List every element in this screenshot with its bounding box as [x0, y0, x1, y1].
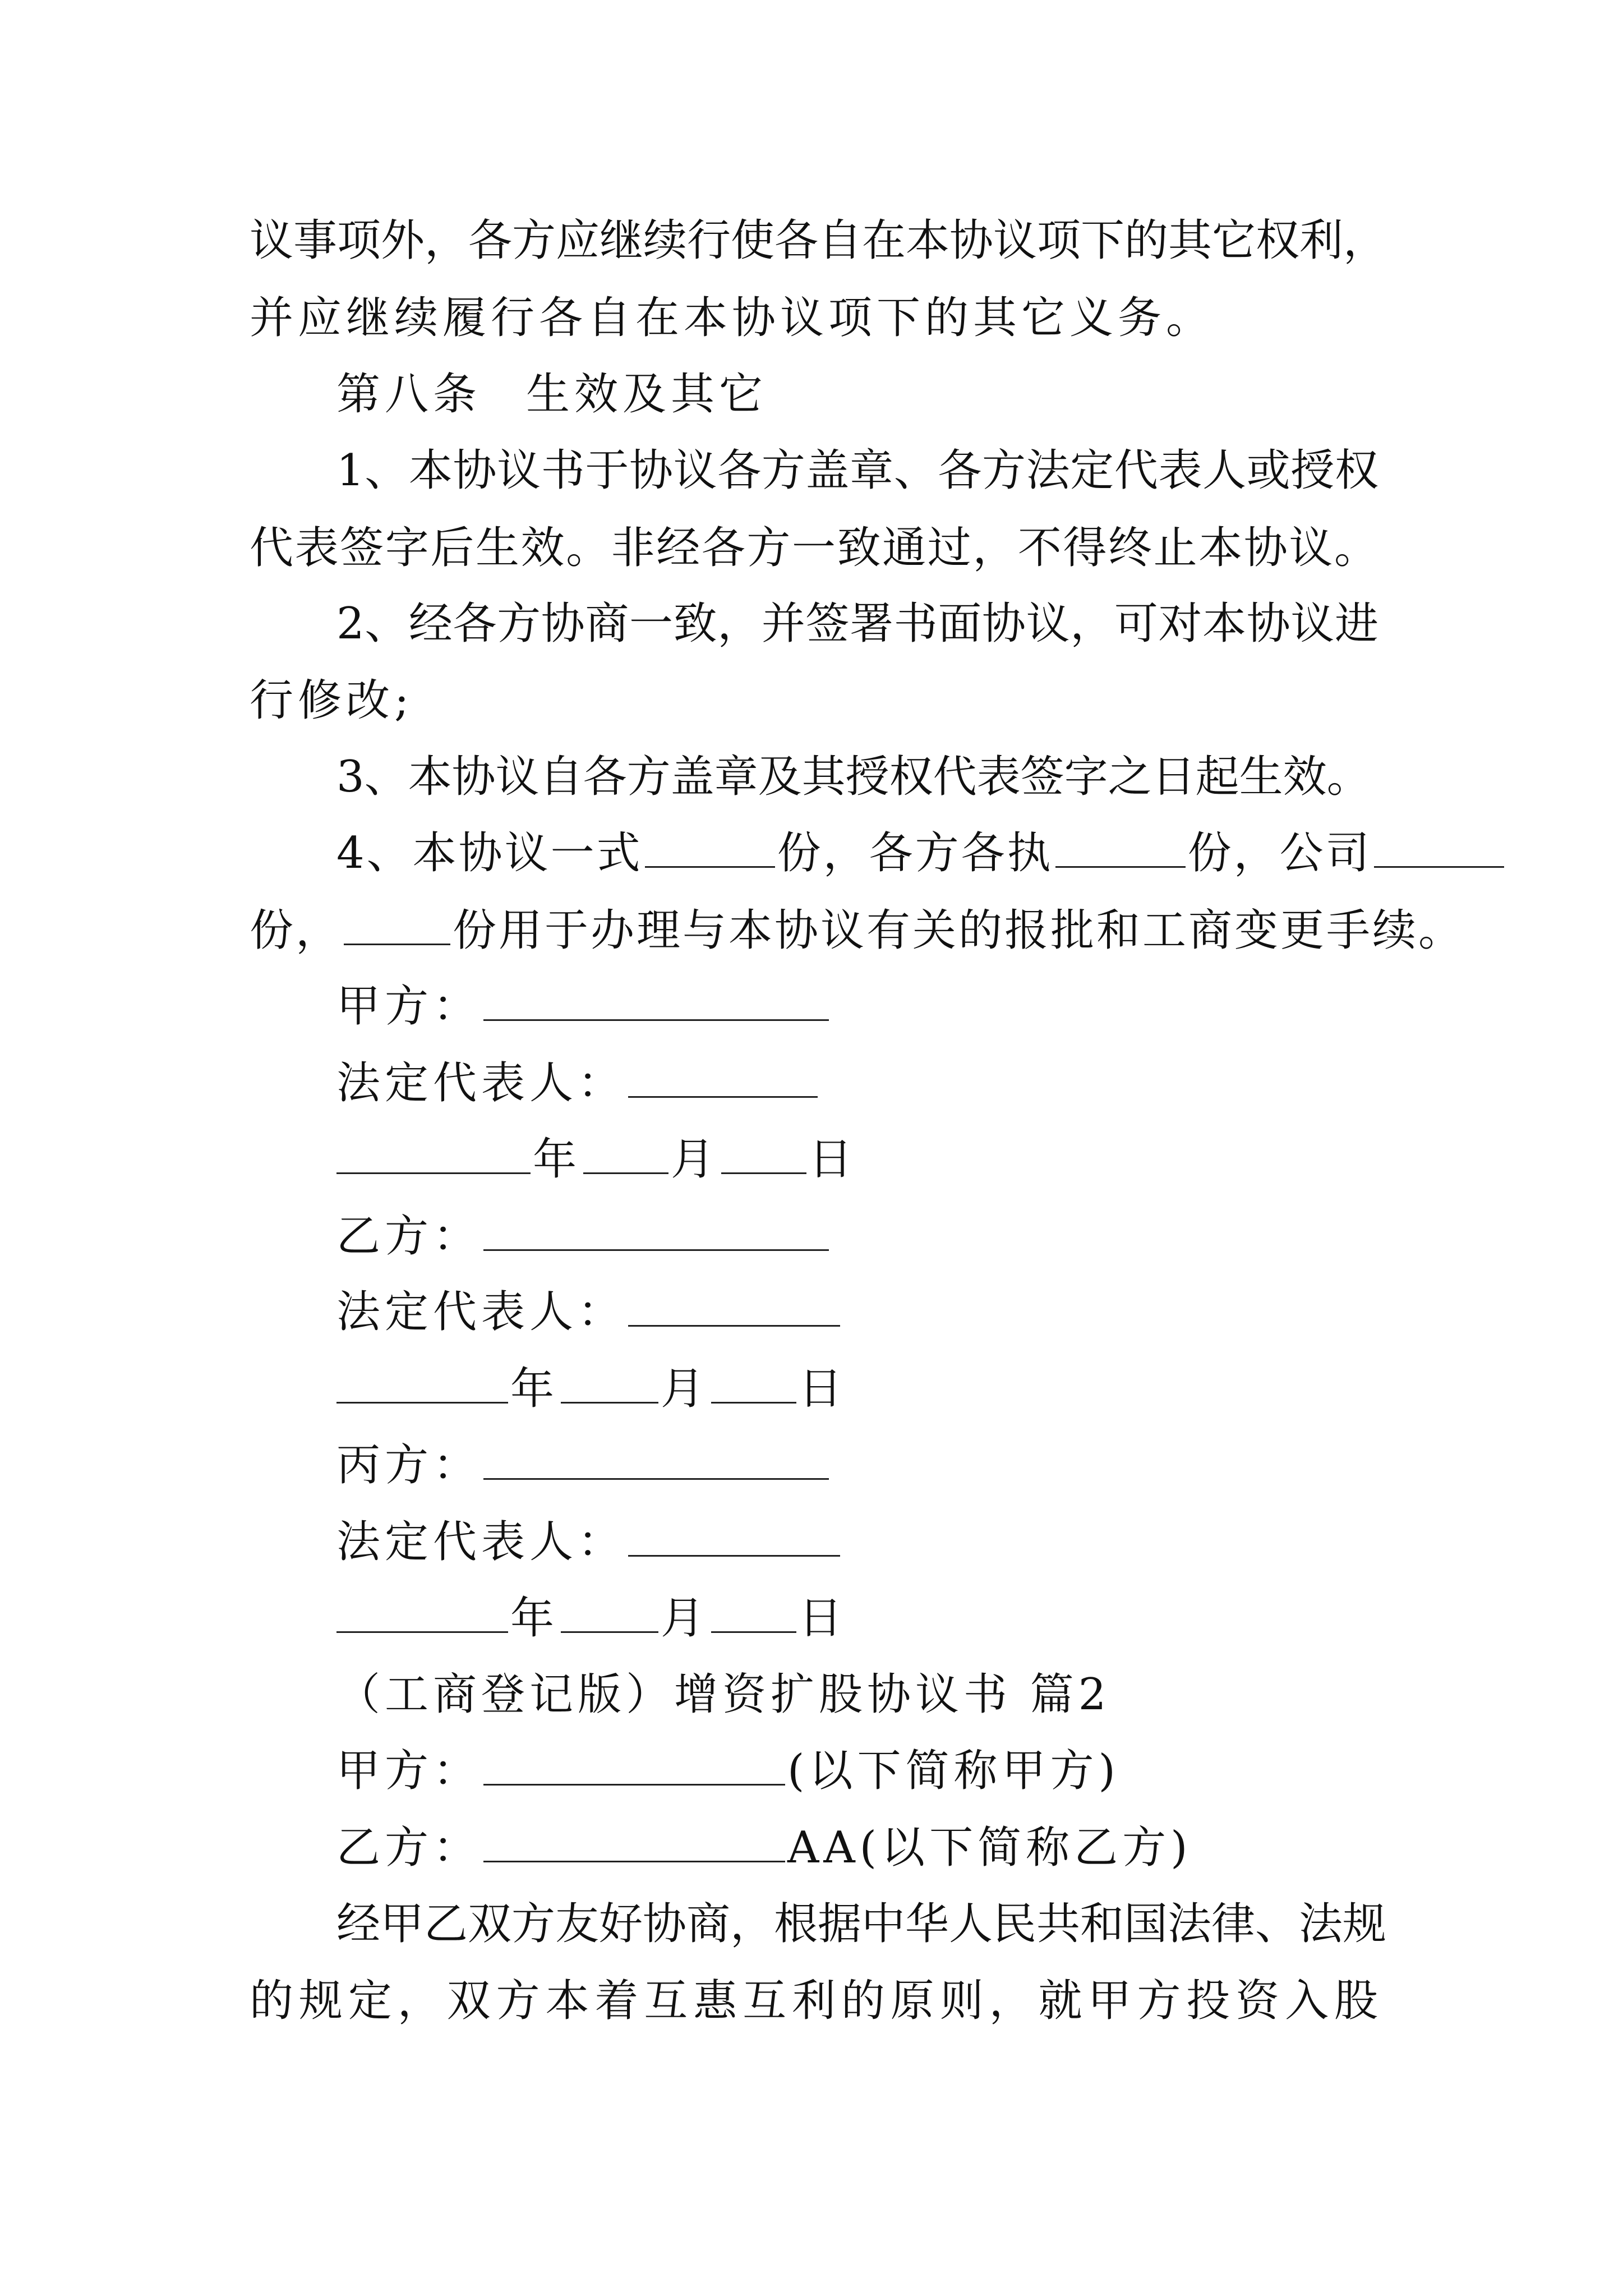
party-label: 乙方： — [336, 1823, 482, 1873]
text-span: 1、本协议书于协议各方盖章、各方法定代表人或授权 — [336, 445, 1378, 496]
party-label: 丙方： — [336, 1440, 482, 1490]
blank-line — [711, 1596, 796, 1633]
article-heading — [336, 369, 768, 420]
blank-line — [483, 984, 829, 1021]
text-span: 份用于办理与本协议有关的报批和工商变更手续。 — [453, 905, 1465, 956]
legal-rep-label: 法定代表人： — [336, 1517, 626, 1567]
text-span: 4、本协议一式 — [336, 828, 643, 878]
blank-line — [628, 1061, 818, 1098]
text-line — [250, 293, 1215, 343]
legal-rep-label: 法定代表人： — [336, 1058, 626, 1108]
text-span: 代表签字后生效。非经各方一致通过，不得终止本协议。 — [250, 523, 1378, 573]
signature-line — [336, 1440, 831, 1490]
month-label: 月 — [671, 1134, 720, 1185]
text-line — [336, 752, 1371, 802]
blank-line — [583, 1138, 668, 1174]
date-line — [336, 1134, 857, 1185]
signature-line — [336, 1211, 831, 1262]
party-suffix: (以下简称甲方) — [787, 1746, 1120, 1796]
text-span: 并应继续履行各自在本协议项下的其它义务。 — [250, 293, 1215, 343]
party-line — [336, 1823, 1192, 1873]
signature-line — [336, 981, 831, 1032]
blank-line — [645, 831, 775, 868]
party-label: 甲方： — [336, 981, 482, 1032]
year-label: 年 — [533, 1134, 582, 1185]
date-line — [336, 1593, 847, 1644]
blank-line — [483, 1214, 829, 1251]
blank-line — [483, 1443, 829, 1480]
signature-line — [336, 1058, 820, 1108]
text-line — [250, 215, 1387, 266]
text-line — [250, 675, 414, 726]
blank-line — [628, 1520, 840, 1557]
blank-line — [1055, 831, 1186, 868]
blank-line — [483, 1749, 785, 1786]
text-line — [250, 1976, 1378, 2026]
article-title: 生效及其它 — [526, 369, 768, 420]
year-label: 年 — [510, 1364, 559, 1414]
blank-line — [1374, 831, 1504, 868]
blank-line — [561, 1367, 658, 1404]
text-line — [336, 828, 1506, 878]
text-span: 议事项外，各方应继续行使各自在本协议项下的其它权利， — [250, 215, 1387, 266]
section-title-text: （工商登记版）增资扩股协议书 篇2 — [336, 1669, 1111, 1720]
blank-line — [336, 1138, 531, 1174]
text-span: 的规定，双方本着互惠互利的原则，就甲方投资入股 — [250, 1976, 1378, 2026]
blank-line — [483, 1826, 785, 1862]
section-title — [336, 1669, 1111, 1720]
legal-rep-label: 法定代表人： — [336, 1287, 626, 1337]
text-span: 份，公司 — [1187, 828, 1372, 878]
blank-line — [628, 1290, 840, 1327]
blank-line — [561, 1596, 658, 1633]
party-suffix: AA(以下简称乙方) — [787, 1823, 1192, 1873]
signature-line — [336, 1287, 842, 1337]
text-line — [336, 445, 1378, 496]
party-label: 乙方： — [336, 1211, 482, 1262]
party-line — [336, 1746, 1120, 1796]
month-label: 月 — [661, 1593, 709, 1644]
text-line — [250, 905, 1465, 956]
month-label: 月 — [661, 1364, 709, 1414]
party-label: 甲方： — [336, 1746, 482, 1796]
text-line — [250, 523, 1378, 573]
blank-line — [336, 1596, 508, 1633]
day-label: 日 — [799, 1593, 847, 1644]
article-number: 第八条 — [336, 369, 482, 420]
text-span: 2、经各方协商一致，并签署书面协议，可对本协议进 — [336, 599, 1378, 649]
text-line — [336, 599, 1378, 649]
text-span: 份， — [250, 905, 342, 956]
blank-line — [711, 1367, 796, 1404]
text-span: 经甲乙双方友好协商，根据中华人民共和国法律、法规 — [336, 1899, 1387, 1949]
signature-line — [336, 1517, 842, 1567]
text-span: 份，各方各执 — [777, 828, 1053, 878]
text-span: 行修改; — [250, 675, 414, 726]
blank-line — [344, 909, 450, 945]
text-line — [336, 1899, 1387, 1949]
day-label: 日 — [809, 1134, 857, 1185]
text-span: 3、本协议自各方盖章及其授权代表签字之日起生效。 — [336, 752, 1371, 802]
day-label: 日 — [799, 1364, 847, 1414]
blank-line — [336, 1367, 508, 1404]
date-line — [336, 1364, 847, 1414]
year-label: 年 — [510, 1593, 559, 1644]
blank-line — [721, 1138, 806, 1174]
